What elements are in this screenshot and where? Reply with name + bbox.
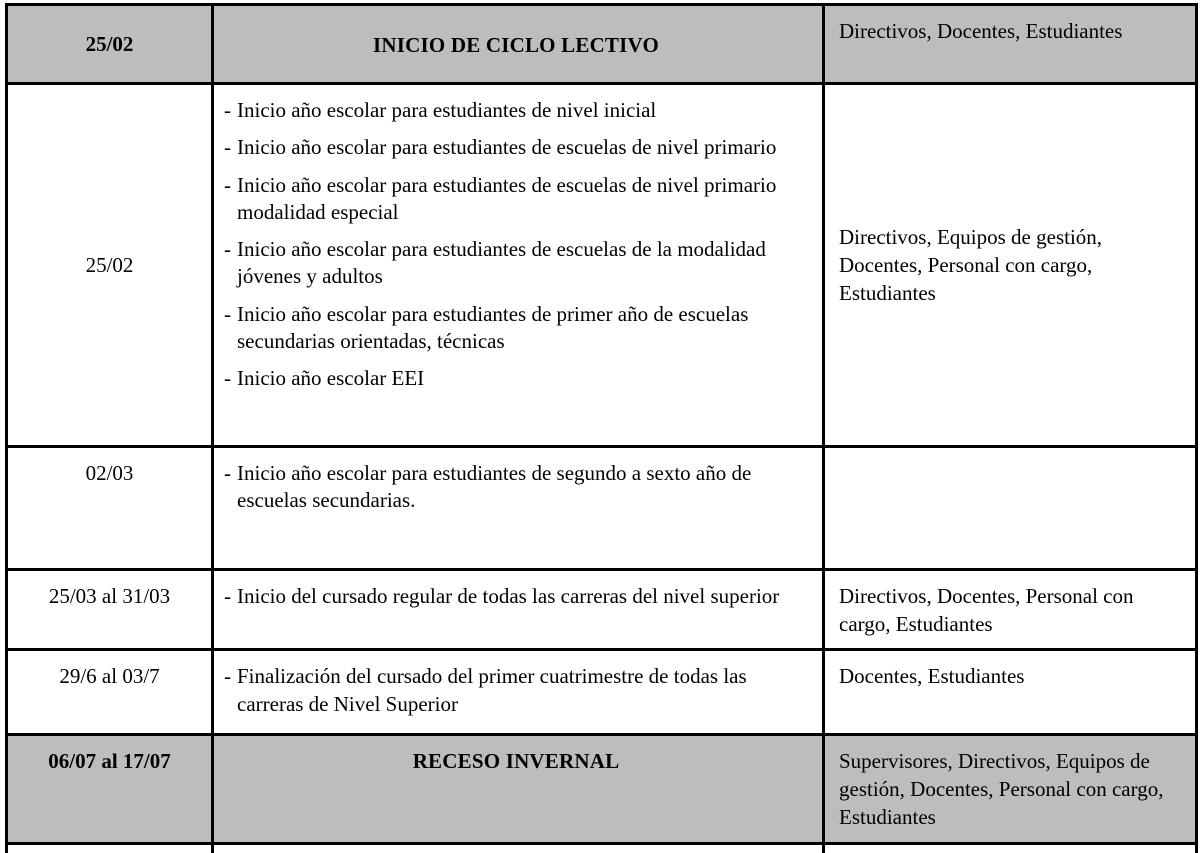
bullet-dash-icon: - (224, 237, 231, 262)
event-bullet-list (224, 663, 808, 718)
recipients-cell (824, 570, 1197, 650)
event-cell (213, 843, 824, 853)
bullet-dash-icon: - (224, 98, 231, 122)
list-item (224, 97, 808, 124)
date-text: 02/03 (85, 461, 134, 485)
recipients-text: Directivos, Docentes, Estudiantes (839, 19, 1123, 43)
date-text: 25/03 al 31/03 (48, 584, 171, 608)
recipients-cell (824, 84, 1197, 447)
list-item-text: Finalización del cursado del primer cuatrimestre de todas las carreras de Nivel Superior (237, 664, 747, 716)
event-cell (213, 447, 824, 570)
list-item (224, 236, 808, 291)
date-cell (7, 5, 213, 84)
event-list-wrap (214, 448, 822, 525)
event-bullet-list (224, 583, 808, 610)
list-item (224, 365, 808, 392)
recipients-text: Directivos, Docentes, Personal con cargo, Estudiantes (839, 584, 1134, 636)
event-cell (213, 735, 824, 843)
recipients-text: Supervisores, Directivos, Equipos de gestión, Docentes, Personal con cargo, Estudiantes (839, 749, 1164, 829)
event-cell (213, 5, 824, 84)
event-bullet-list (224, 460, 808, 515)
date-cell (7, 735, 213, 843)
list-item-text: Inicio año escolar EEI (237, 366, 425, 391)
event-list-wrap (214, 651, 822, 728)
bullet-dash-icon: - (224, 172, 231, 197)
table-row (7, 570, 1197, 650)
table-row-partial (7, 843, 1197, 853)
list-item-text: Inicio del cursado regular de todas las carreras del nivel superior (237, 584, 780, 608)
bullet-dash-icon: - (224, 664, 231, 689)
list-item-text: Inicio año escolar para estudiantes de escuelas de nivel primario (237, 135, 777, 160)
recipients-cell (824, 735, 1197, 843)
recipients-cell (824, 650, 1197, 735)
table-row (7, 84, 1197, 447)
date-cell (7, 447, 213, 570)
recipients-cell (824, 5, 1197, 84)
list-item (224, 301, 808, 356)
recipients-cell (824, 447, 1197, 570)
recipients-text (825, 448, 1195, 470)
table-row (7, 735, 1197, 843)
bullet-dash-icon: - (224, 584, 231, 608)
date-text: 06/07 al 17/07 (48, 749, 171, 774)
list-item-text: Inicio año escolar para estudiantes de segundo a sexto año de escuelas secundarias. (237, 461, 752, 513)
table-row (7, 447, 1197, 570)
date-text: 29/6 al 03/7 (59, 664, 160, 689)
date-cell (7, 84, 213, 447)
list-item-text: Inicio año escolar para estudiantes de nivel inicial (237, 98, 657, 122)
date-cell (7, 570, 213, 650)
date-cell (7, 843, 213, 853)
event-cell (213, 84, 824, 447)
event-list-wrap (214, 85, 822, 403)
bullet-dash-icon: - (224, 366, 231, 391)
list-item (224, 172, 808, 227)
school-calendar-table (5, 3, 1198, 853)
bullet-dash-icon: - (224, 461, 231, 485)
date-text: 25/02 (85, 31, 134, 56)
event-heading-text: INICIO DE CICLO LECTIVO (373, 32, 659, 57)
bullet-dash-icon: - (224, 301, 231, 326)
list-item (224, 583, 808, 610)
event-bullet-list (224, 97, 808, 393)
event-list-wrap (214, 571, 822, 620)
date-text: 25/02 (85, 252, 134, 277)
list-item (224, 663, 808, 718)
bullet-dash-icon: - (224, 135, 231, 160)
event-cell (213, 570, 824, 650)
list-item-text: Inicio año escolar para estudiantes de primer año de escuelas secundarias orientadas, técnicas (237, 301, 749, 354)
event-heading-text: RECESO INVERNAL (412, 749, 620, 774)
recipients-cell (824, 843, 1197, 853)
recipients-text: Docentes, Estudiantes (839, 664, 1025, 689)
date-cell (7, 650, 213, 735)
recipients-text: Directivos, Equipos de gestión, Docentes, Personal con cargo, Estudiantes (839, 225, 1103, 305)
table-row (7, 5, 1197, 84)
list-item (224, 134, 808, 161)
list-item (224, 460, 808, 515)
table-row (7, 650, 1197, 735)
event-cell (213, 650, 824, 735)
list-item-text: Inicio año escolar para estudiantes de escuelas de la modalidad jóvenes y adultos (237, 237, 766, 289)
list-item-text: Inicio año escolar para estudiantes de escuelas de nivel primario modalidad especial (237, 172, 777, 224)
